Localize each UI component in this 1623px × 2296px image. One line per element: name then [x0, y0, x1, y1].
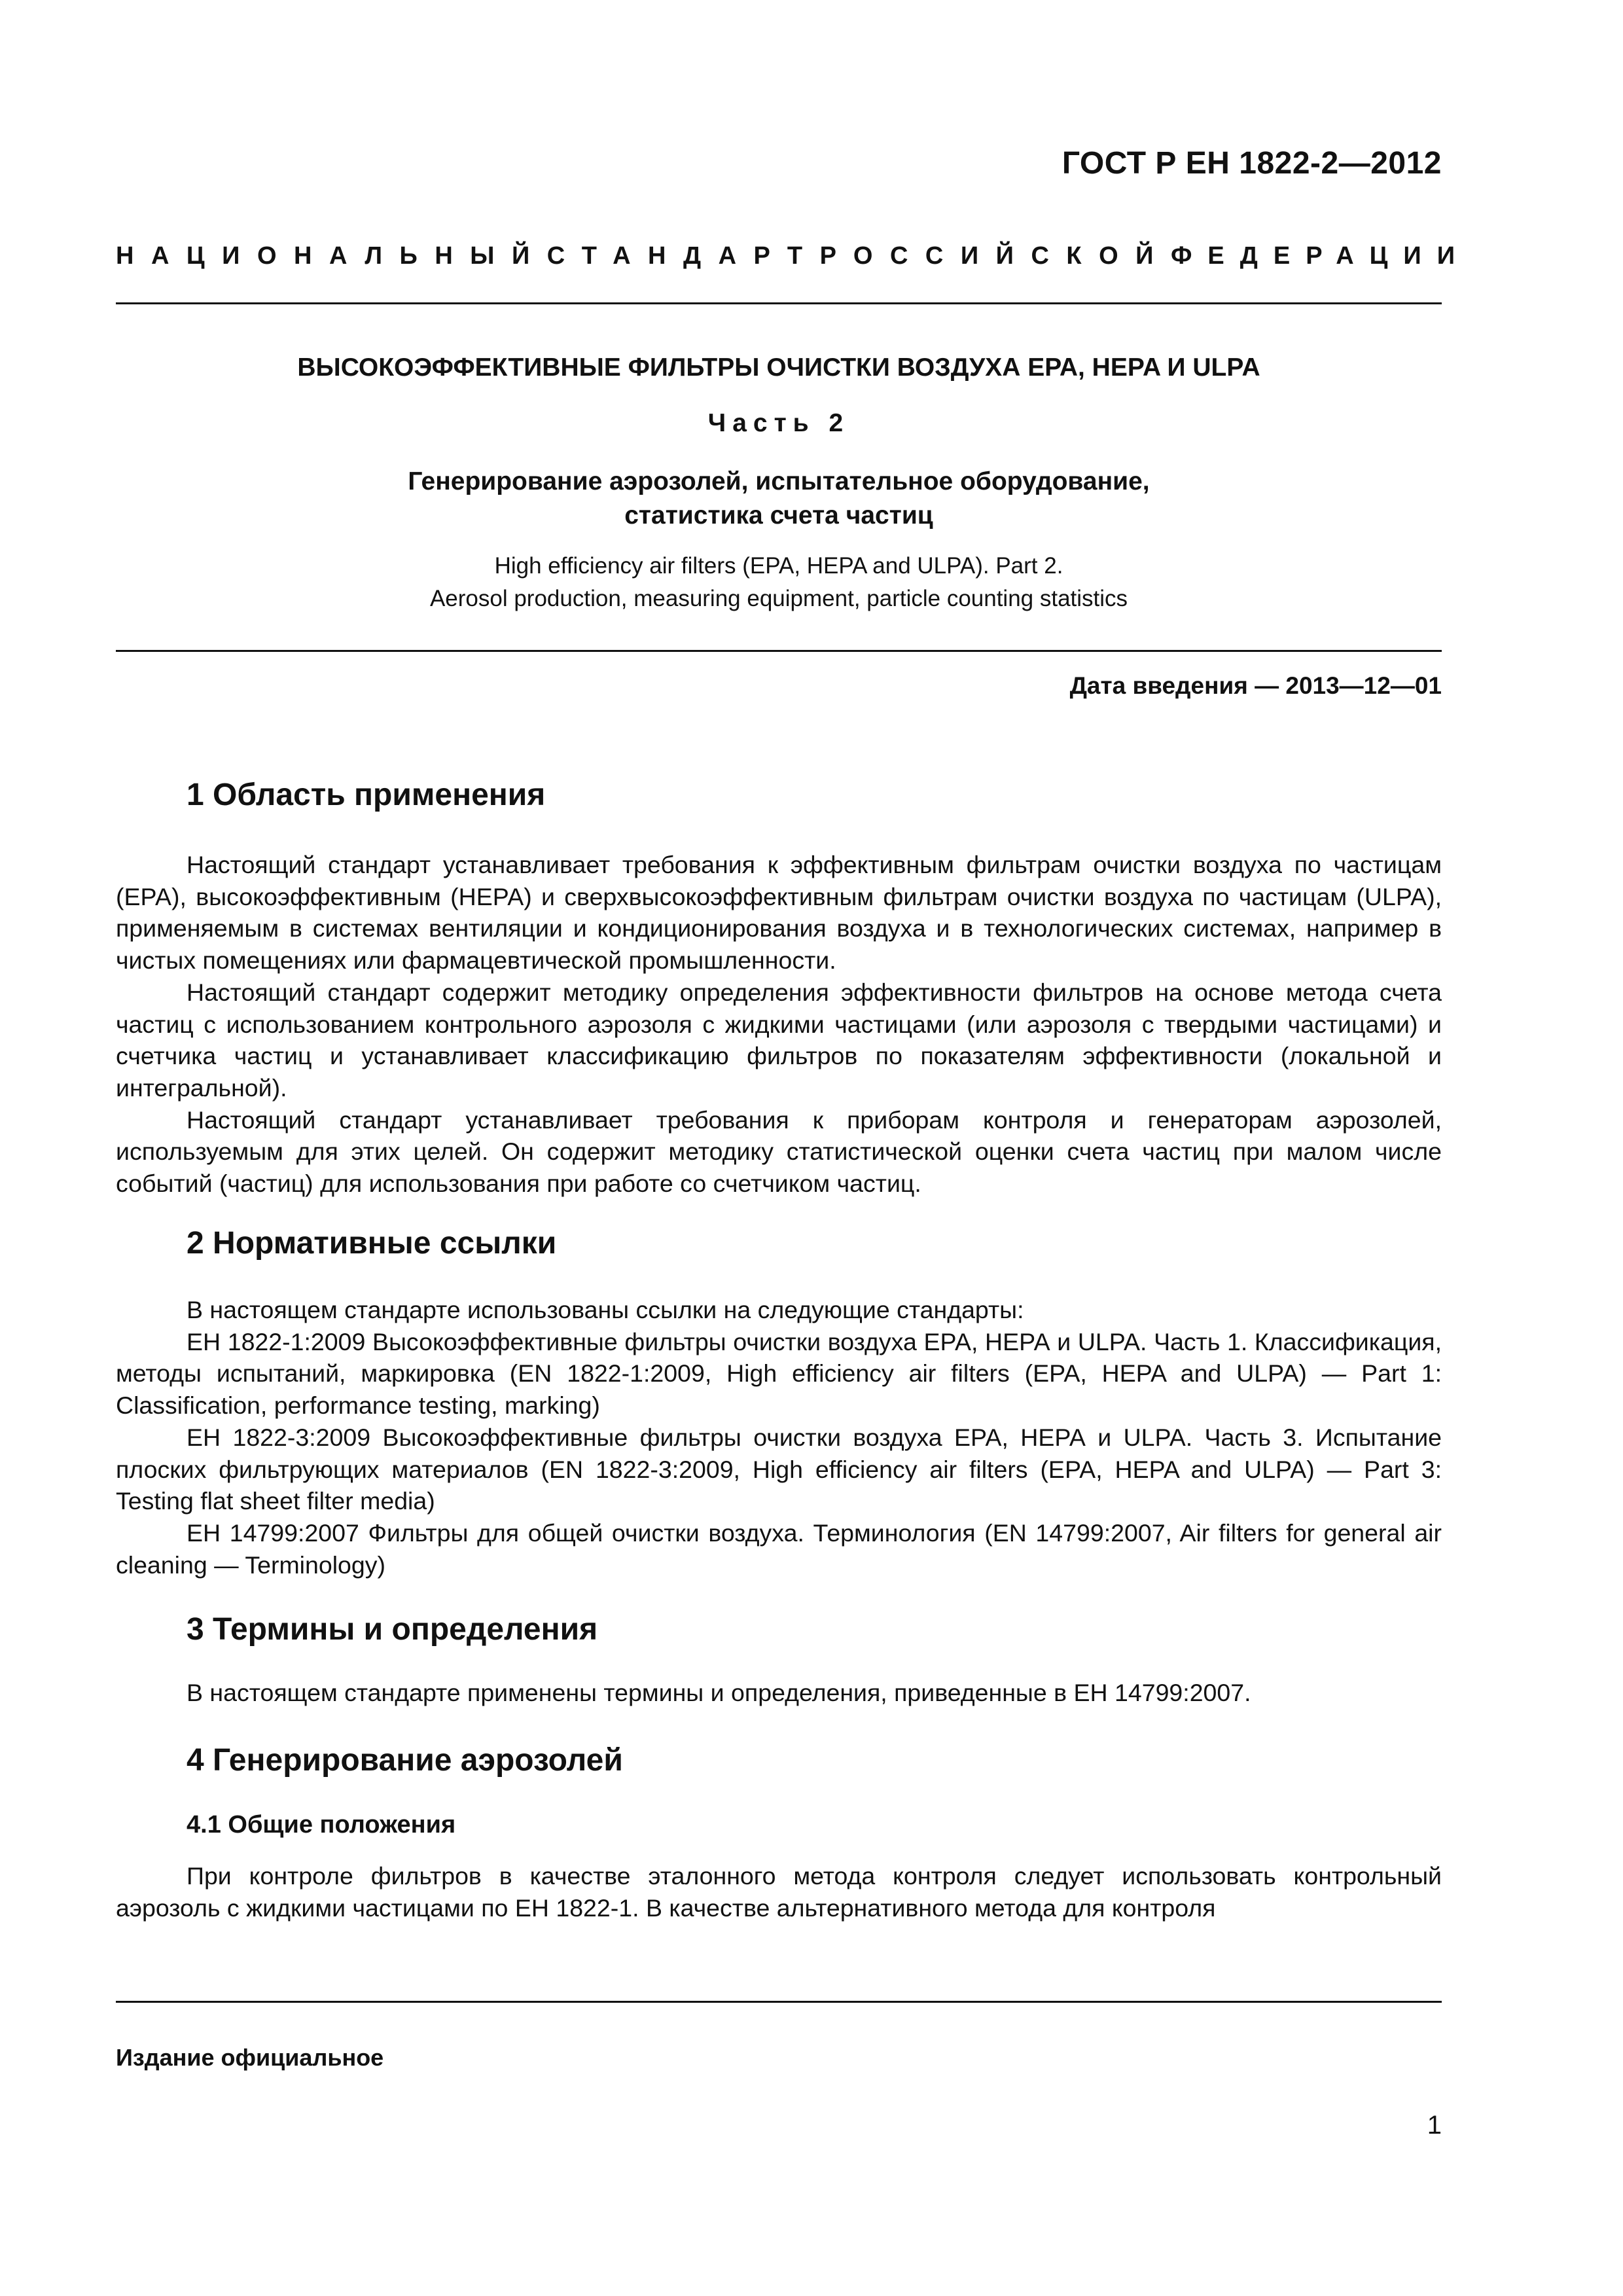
title-divider	[116, 650, 1442, 652]
reference-entry: ЕН 14799:2007 Фильтры для общей очистки воздуха. Терминология (EN 14799:2007, Air filters for general air cleaning — Terminology)	[116, 1518, 1442, 1579]
standard-banner	[116, 242, 1471, 270]
section-heading-scope: 1 Область применения	[187, 778, 546, 812]
english-title-line: High efficiency air filters (EPA, HEPA and ULPA). Part 2.	[494, 553, 1063, 579]
banner-word: СТАНДАРТ	[546, 242, 820, 270]
english-title	[116, 550, 1442, 615]
part-label: Часть 2	[707, 409, 850, 437]
section-heading-normative-references: 2 Нормативные ссылки	[187, 1226, 557, 1261]
banner-word: ФЕДЕРАЦИИ	[1171, 242, 1471, 270]
paragraph: В настоящем стандарте применены термины и определения, приведенные в ЕН 14799:2007.	[187, 1679, 1251, 1706]
section-body-scope	[116, 849, 1442, 1200]
paragraph: В настоящем стандарте использованы ссылки на следующие стандарты:	[187, 1296, 1024, 1323]
subsection-heading-general: 4.1 Общие положения	[187, 1811, 456, 1839]
section-body-terms	[116, 1677, 1442, 1709]
page-number: 1	[1427, 2111, 1442, 2140]
paragraph: Настоящий стандарт содержит методику определения эффективности фильтров на основе метода счета частиц с использованием контрольного аэрозоля с жидкими частицами (или аэрозоля с твердыми частицами) и счетчика частиц и устанавливает классификацию фильтров по показателям эффективности (локальной и интегральной).	[116, 978, 1442, 1102]
banner-word: НАЦИОНАЛЬНЫЙ	[116, 242, 547, 270]
subtitle-line: Генерирование аэрозолей, испытательное оборудование,	[408, 467, 1150, 495]
header-divider	[116, 302, 1442, 304]
section-heading-aerosol-production: 4 Генерирование аэрозолей	[187, 1743, 623, 1778]
document-number: ГОСТ Р ЕН 1822-2—2012	[1061, 146, 1442, 181]
section-body-aerosol-production	[116, 1860, 1442, 1924]
introduction-date: Дата введения — 2013—12—01	[1069, 672, 1442, 699]
reference-entry: ЕН 1822-3:2009 Высокоэффективные фильтры очистки воздуха ЕРА, НЕРА и ULPA. Часть 3. Испытание плоских фильтрующих материалов (EN 1822-3:2009, High efficiency air filters (EPA, HEPA and ULPA) — Part 3: Testing flat sheet filter media)	[116, 1423, 1442, 1515]
paragraph: Настоящий стандарт устанавливает требования к приборам контроля и генераторам аэрозолей, используемым для этих целей. Он содержит методику статистической оценки счета частиц при малом числе событий (частиц) для использования при работе со счетчиком частиц.	[116, 1105, 1442, 1198]
english-title-line: Aerosol production, measuring equipment, particle counting statistics	[429, 586, 1128, 611]
edition-label: Издание официальное	[116, 2044, 384, 2071]
paragraph: При контроле фильтров в качестве эталонного метода контроля следует использовать контрольный аэрозоль с жидкими частицами по ЕН 1822-1. В качестве альтернативного метода для контроля	[116, 1862, 1442, 1922]
footer-divider	[116, 2001, 1442, 2003]
banner-word: РОССИЙСКОЙ	[819, 242, 1171, 270]
section-heading-terms: 3 Термины и определения	[187, 1612, 598, 1647]
reference-entry: ЕН 1822-1:2009 Высокоэффективные фильтры очистки воздуха ЕРА, НЕРА и ULPA. Часть 1. Классификация, методы испытаний, маркировка (EN 1822-1:2009, High efficiency air filters (EPA, HEPA and ULPA) — Part 1: Classification, performance testing, marking)	[116, 1327, 1442, 1420]
section-body-normative-references	[116, 1294, 1442, 1581]
document-title: ВЫСОКОЭФФЕКТИВНЫЕ ФИЛЬТРЫ ОЧИСТКИ ВОЗДУХА ЕРА, HEPA И ULPA	[297, 353, 1260, 382]
subtitle-line: статистика счета частиц	[624, 501, 933, 529]
paragraph: Настоящий стандарт устанавливает требования к эффективным фильтрам очистки воздуха по частицам (ЕРА), высокоэффективным (НЕРА) и сверхвысокоэффективным фильтрам очистки воздуха по частицам (ULPA), применяемым в системах вентиляции и кондиционирования воздуха и в технологических системах, например в чистых помещениях или фармацевтической промышленности.	[116, 851, 1442, 975]
document-subtitle	[116, 465, 1442, 533]
